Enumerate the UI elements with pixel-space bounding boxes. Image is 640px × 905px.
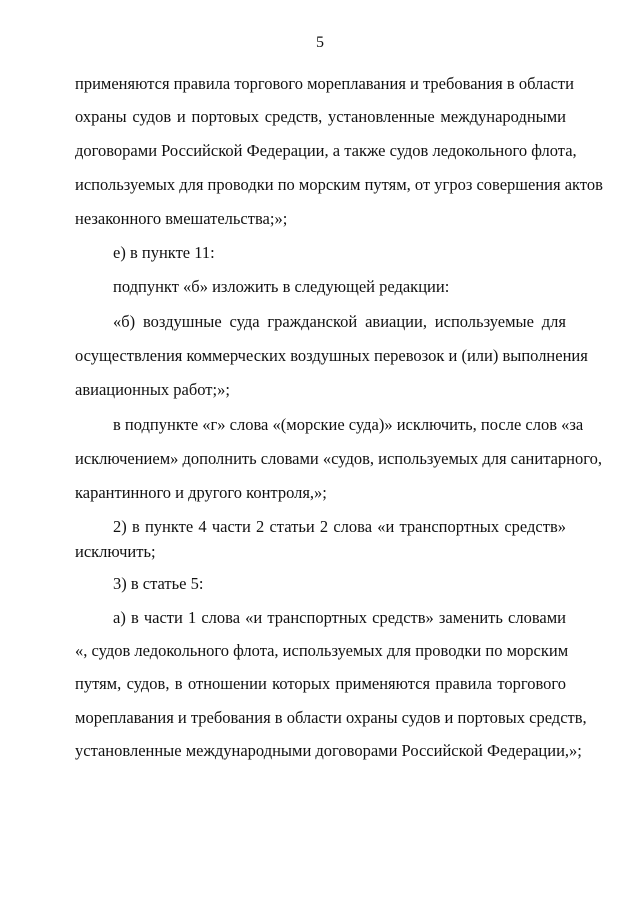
text-line: договорами Российской Федерации, а также судов ледокольного флота, [75, 141, 577, 160]
text-line: «, судов ледокольного флота, используемых для проводки по морским [75, 641, 569, 660]
text-line: в подпункте «г» слова «(морские суда)» исключить, после слов «за [113, 415, 584, 434]
text-line: применяются правила торгового мореплавания и требования в области [75, 74, 574, 93]
text-line: осуществления коммерческих воздушных перевозок и (или) выполнения [75, 346, 588, 365]
text-line: подпункт «б» изложить в следующей редакции: [113, 277, 450, 296]
page-number: 5 [316, 34, 324, 51]
text-line: 2) в пункте 4 части 2 статьи 2 слова «и транспортных средств» [113, 517, 566, 536]
text-line: а) в части 1 слова «и транспортных средств» заменить словами [113, 608, 566, 627]
text-line: е) в пункте 11: [113, 243, 215, 262]
text-line: установленные международными договорами Российской Федерации,»; [75, 741, 582, 760]
text-line: авиационных работ;»; [75, 380, 230, 399]
text-line: используемых для проводки по морским путям, от угроз совершения актов [75, 175, 603, 194]
text-line: незаконного вмешательства;»; [75, 209, 288, 228]
text-line: карантинного и другого контроля,»; [75, 483, 327, 502]
text-line: исключением» дополнить словами «судов, используемых для санитарного, [75, 449, 602, 468]
text-line: исключить; [75, 542, 156, 561]
text-line: путям, судов, в отношении которых применяются правила торгового [75, 674, 566, 693]
text-line: мореплавания и требования в области охраны судов и портовых средств, [75, 708, 587, 727]
text-line: «б) воздушные суда гражданской авиации, используемые для [113, 312, 566, 331]
text-line: охраны судов и портовых средств, установленные международными [75, 107, 566, 126]
text-line: 3) в статье 5: [113, 574, 204, 593]
